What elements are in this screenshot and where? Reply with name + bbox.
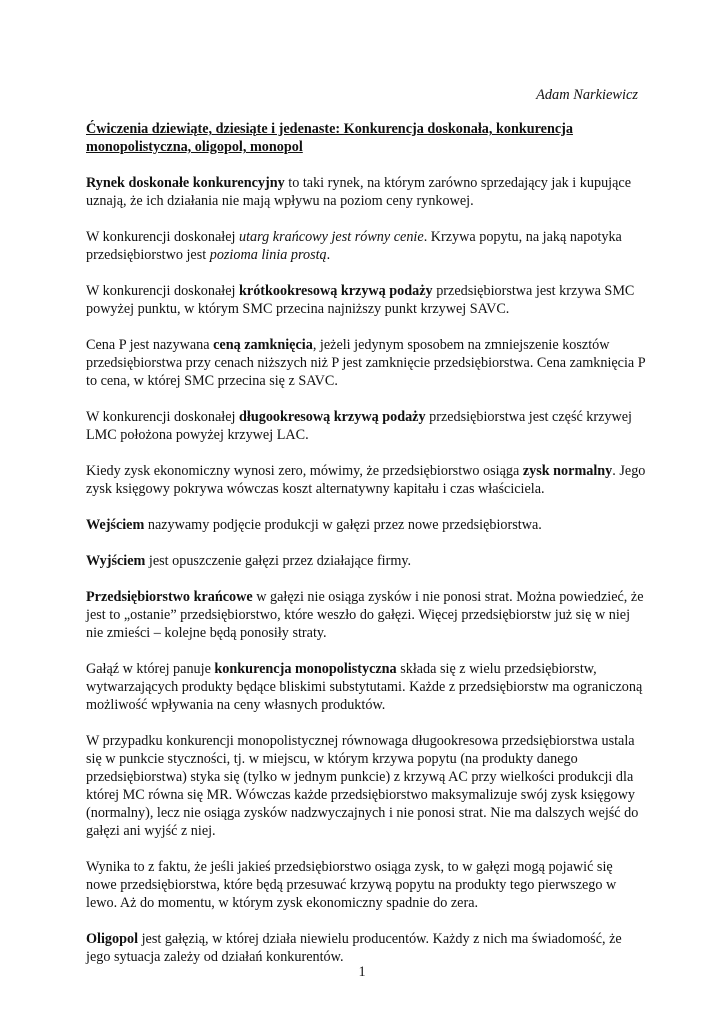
bold-term: długookresową krzywą podaży bbox=[239, 409, 426, 425]
text-run: . Jego zysk księgowy pokrywa wówczas koszt alternatywny kapitału i czas właściciela. bbox=[86, 463, 646, 497]
text-run: Wynika to z faktu, że jeśli jakieś przedsiębiorstwo osiąga zysk, to w gałęzi mogą pojawić się nowe przedsiębiorstwa, które będą przesuwać krzywą popytu na produkty tego pierwszego w lewo. Aż do momentu, w którym zysk ekonomiczny spadnie do zera. bbox=[86, 859, 617, 911]
text-run: przedsiębiorstwa jest część krzywej LMC położona powyżej krzywej LAC. bbox=[86, 409, 632, 443]
author-name: Adam Narkiewicz bbox=[536, 87, 638, 103]
paragraph bbox=[86, 282, 646, 318]
paragraph-list bbox=[86, 174, 646, 966]
bold-term: Rynek doskonałe konkurencyjny bbox=[86, 175, 285, 191]
text-run: to taki rynek, na którym zarówno sprzedający jak i kupujące uznają, że ich działania nie mają wpływu na poziom ceny rynkowej. bbox=[86, 175, 632, 209]
bold-term: Wyjściem bbox=[86, 553, 146, 569]
text-run: Gałąź w której panuje bbox=[86, 661, 215, 677]
paragraph bbox=[86, 228, 646, 264]
bold-term: Przedsiębiorstwo krańcowe bbox=[86, 589, 253, 605]
text-run: jest gałęzią, w której działa niewielu producentów. Każdy z nich ma świadomość, że jego sytuacja zależy od działań konkurentów. bbox=[86, 931, 622, 965]
bold-term: konkurencja monopolistyczna bbox=[214, 661, 397, 677]
text-run: w gałęzi nie osiąga zysków i nie ponosi strat. Można powiedzieć, że jest to „ostanie” przedsiębiorstwo, które weszło do gałęzi. Więcej przedsiębiorstw już się w niej nie zmieści – kolejne będą ponosiły straty. bbox=[86, 589, 644, 641]
text-run: W przypadku konkurencji monopolistycznej równowaga długookresowa przedsiębiorstwa ustala się w punkcie styczności, tj. w miejscu, w którym krzywa popytu (na produkty danego przedsiębiorstwa) styka się (tylko w jednym punkcie) z krzywą AC przy wielkości produkcji dla której MC równa się MR. Wówczas każde przedsiębiorstwo maksymalizuje swój zysk księgowy (normalny), lecz nie osiąga zysków nadzwyczajnych i nie ponosi strat. Nie ma dalszych wejść do gałęzi ani wyjść z niej. bbox=[86, 733, 639, 839]
paragraph bbox=[86, 552, 646, 570]
document-title: Ćwiczenia dziewiąte, dziesiąte i jedenaste: Konkurencja doskonała, konkurencja monopolistyczna, oligopol, monopol bbox=[86, 121, 573, 155]
text-run: składa się z wielu przedsiębiorstw, wytwarzających produkty będące bliskimi substytutami. Każde z przedsiębiorstw ma ograniczoną możliwość wpływania na ceny własnych produktów. bbox=[86, 661, 643, 713]
text-run: . Krzywa popytu, na jaką napotyka przedsiębiorstwo jest bbox=[86, 229, 622, 263]
paragraph bbox=[86, 336, 646, 390]
paragraph bbox=[86, 462, 646, 498]
paragraph bbox=[86, 174, 646, 210]
text-run: W konkurencji doskonałej bbox=[86, 229, 240, 245]
paragraph bbox=[86, 930, 646, 966]
bold-term: Oligopol bbox=[86, 931, 139, 947]
document-body bbox=[86, 120, 646, 984]
text-run: jest opuszczenie gałęzi przez działające firmy. bbox=[145, 553, 412, 569]
paragraph bbox=[86, 732, 646, 840]
paragraph bbox=[86, 588, 646, 642]
text-run: Kiedy zysk ekonomiczny wynosi zero, mówimy, że przedsiębiorstwo osiąga bbox=[86, 463, 523, 479]
text-run: . bbox=[326, 247, 331, 263]
text-run: W konkurencji doskonałej bbox=[86, 409, 240, 425]
italic-text: pozioma linia prostą bbox=[209, 247, 327, 263]
italic-text: utarg krańcowy jest równy cenie bbox=[239, 229, 424, 245]
bold-term: Wejściem bbox=[86, 517, 145, 533]
paragraph bbox=[86, 858, 646, 912]
bold-term: ceną zamknięcia bbox=[213, 337, 313, 353]
page-number: 1 bbox=[358, 964, 366, 980]
bold-term: krótkookresową krzywą podaży bbox=[239, 283, 433, 299]
text-run: nazywamy podjęcie produkcji w gałęzi przez nowe przedsiębiorstwa. bbox=[144, 517, 542, 533]
text-run: , jeżeli jedynym sposobem na zmniejszenie kosztów przedsiębiorstwa przy cenach niższych niż P jest zamknięcie przedsiębiorstwa. Cena zamknięcia P to cena, w której SMC przecina się z SAVC. bbox=[86, 337, 646, 389]
paragraph bbox=[86, 660, 646, 714]
bold-term: zysk normalny bbox=[522, 463, 613, 479]
text-run: Cena P jest nazywana bbox=[86, 337, 214, 353]
paragraph bbox=[86, 408, 646, 444]
text-run: W konkurencji doskonałej bbox=[86, 283, 240, 299]
text-run: przedsiębiorstwa jest krzywa SMC powyżej punktu, w którym SMC przecina najniższy punkt krzywej SAVC. bbox=[86, 283, 635, 317]
paragraph bbox=[86, 516, 646, 534]
